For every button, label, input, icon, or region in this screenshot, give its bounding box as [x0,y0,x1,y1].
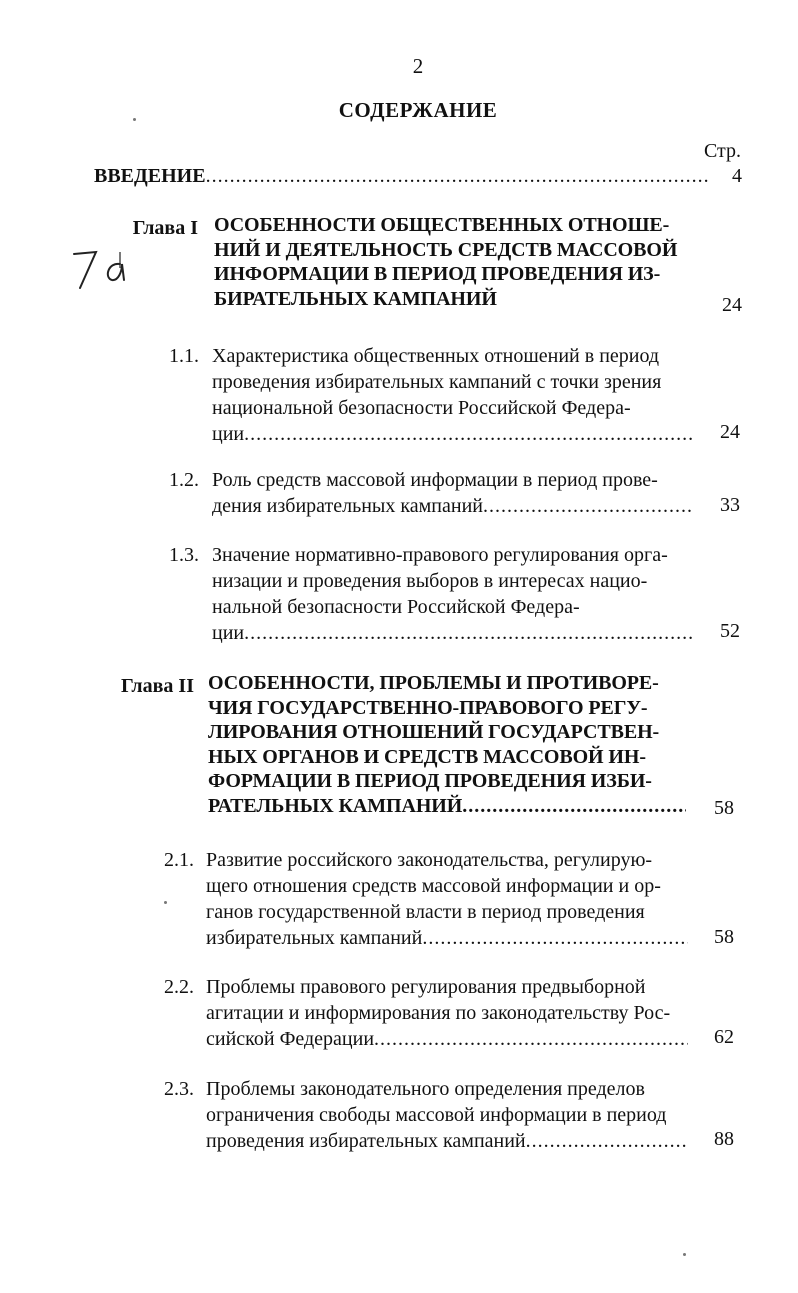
scan-speck [164,901,167,904]
page-number: 2 [412,54,424,78]
section-line: проведения избирательных кампаний с точки зрения [212,371,662,393]
section-page: 88 [714,1128,734,1150]
chapter-title-line: ЛИРОВАНИЯ ОТНОШЕНИЙ ГОСУДАРСТВЕН- [208,721,660,743]
toc-entry-intro [94,165,742,188]
dot-leader [462,794,686,819]
section-number: 2.1. [164,849,194,871]
section-line: ганов государственной власти в период проведения [206,901,645,923]
section-number: 1.1. [169,345,199,367]
section-line: национальной безопасности Российской Федера- [212,397,631,419]
scan-speck [683,1253,686,1256]
section-line: Характеристика общественных отношений в период [212,345,660,367]
chapter-title [214,213,677,311]
section-line-leader [206,1026,688,1052]
chapter-title-line: БИРАТЕЛЬНЫХ КАМПАНИЙ [214,287,497,310]
scan-speck [133,118,136,121]
section-page: 58 [714,926,734,948]
section-page: 52 [720,620,740,642]
section-line: дения избирательных кампаний [212,495,483,517]
dot-leader [244,620,692,646]
chapter-title-line: ОСОБЕННОСТИ ОБЩЕСТВЕННЫХ ОТНОШЕ- [214,214,670,236]
chapter-title-line: ЧИЯ ГОСУДАРСТВЕННО-ПРАВОВОГО РЕГУ- [208,696,648,719]
chapter-title-line: НЫХ ОРГАНОВ И СРЕДСТВ МАССОВОЙ ИН- [208,745,646,768]
section-entry [212,467,692,519]
section-line-leader [212,493,692,519]
dot-leader [206,165,708,188]
section-line-leader [206,1128,688,1154]
dot-leader [374,1026,688,1052]
section-page: 33 [720,494,740,516]
section-line: Развитие российского законодательства, регулирую- [206,849,653,871]
section-entry [212,343,692,447]
chapter-title-line: РАТЕЛЬНЫХ КАМПАНИЙ [208,794,463,817]
chapter-label: Глава II [120,675,194,697]
section-number: 2.2. [164,976,194,998]
section-line: проведения избирательных кампаний [206,1130,526,1152]
section-entry [206,847,688,951]
section-line: Роль средств массовой информации в период прове- [212,469,658,491]
chapter-title-line: НИЙ И ДЕЯТЕЛЬНОСТЬ СРЕДСТВ МАССОВОЙ [214,238,678,261]
section-page: 62 [714,1026,734,1048]
chapter-title [208,671,686,818]
chapter-title-line: ФОРМАЦИИ В ПЕРИОД ПРОВЕДЕНИЯ ИЗБИ- [208,770,652,792]
section-number: 1.3. [169,544,199,566]
intro-page: 4 [732,165,742,187]
section-line: агитации и информирования по законодательству Рос- [206,1002,671,1024]
chapter-label: Глава I [132,217,198,239]
section-line: ции [212,622,245,644]
section-line: ограничения свободы массовой информации в период [206,1104,667,1126]
page-title: СОДЕРЖАНИЕ [338,98,498,122]
section-number: 1.2. [169,469,199,491]
section-line: сийской Федерации [206,1028,375,1050]
chapter-title-line-leader [208,794,686,819]
section-line-leader [212,421,692,447]
chapter-title-line: ИНФОРМАЦИИ В ПЕРИОД ПРОВЕДЕНИЯ ИЗ- [214,263,661,285]
dot-leader [483,493,692,519]
dot-leader [244,421,692,447]
section-line: Проблемы законодательного определения пределов [206,1078,645,1100]
section-entry [206,974,688,1052]
section-line-leader [212,620,692,646]
section-number: 2.3. [164,1078,194,1100]
section-line: Значение нормативно-правового регулирования орга- [212,544,668,566]
section-page: 24 [720,421,740,443]
dot-leader [422,925,688,951]
page-column-label: Стр. [703,140,741,162]
chapter-page: 58 [714,797,734,819]
dot-leader [526,1128,688,1154]
section-line: щего отношения средств массовой информации и ор- [206,875,661,897]
section-entry [206,1076,688,1154]
section-line: избирательных кампаний [206,927,423,949]
section-entry [212,542,692,646]
section-line: низации и проведения выборов в интересах нацио- [212,570,648,592]
section-line: Проблемы правового регулирования предвыборной [206,976,646,998]
chapter-title-line: ОСОБЕННОСТИ, ПРОБЛЕМЫ И ПРОТИВОРЕ- [208,672,659,694]
section-line: ции [212,423,245,445]
section-line-leader [206,925,688,951]
chapter-page: 24 [722,294,742,316]
handwritten-note [68,238,148,298]
section-line: нальной безопасности Российской Федера- [212,596,580,618]
intro-label: ВВЕДЕНИЕ [94,165,206,187]
